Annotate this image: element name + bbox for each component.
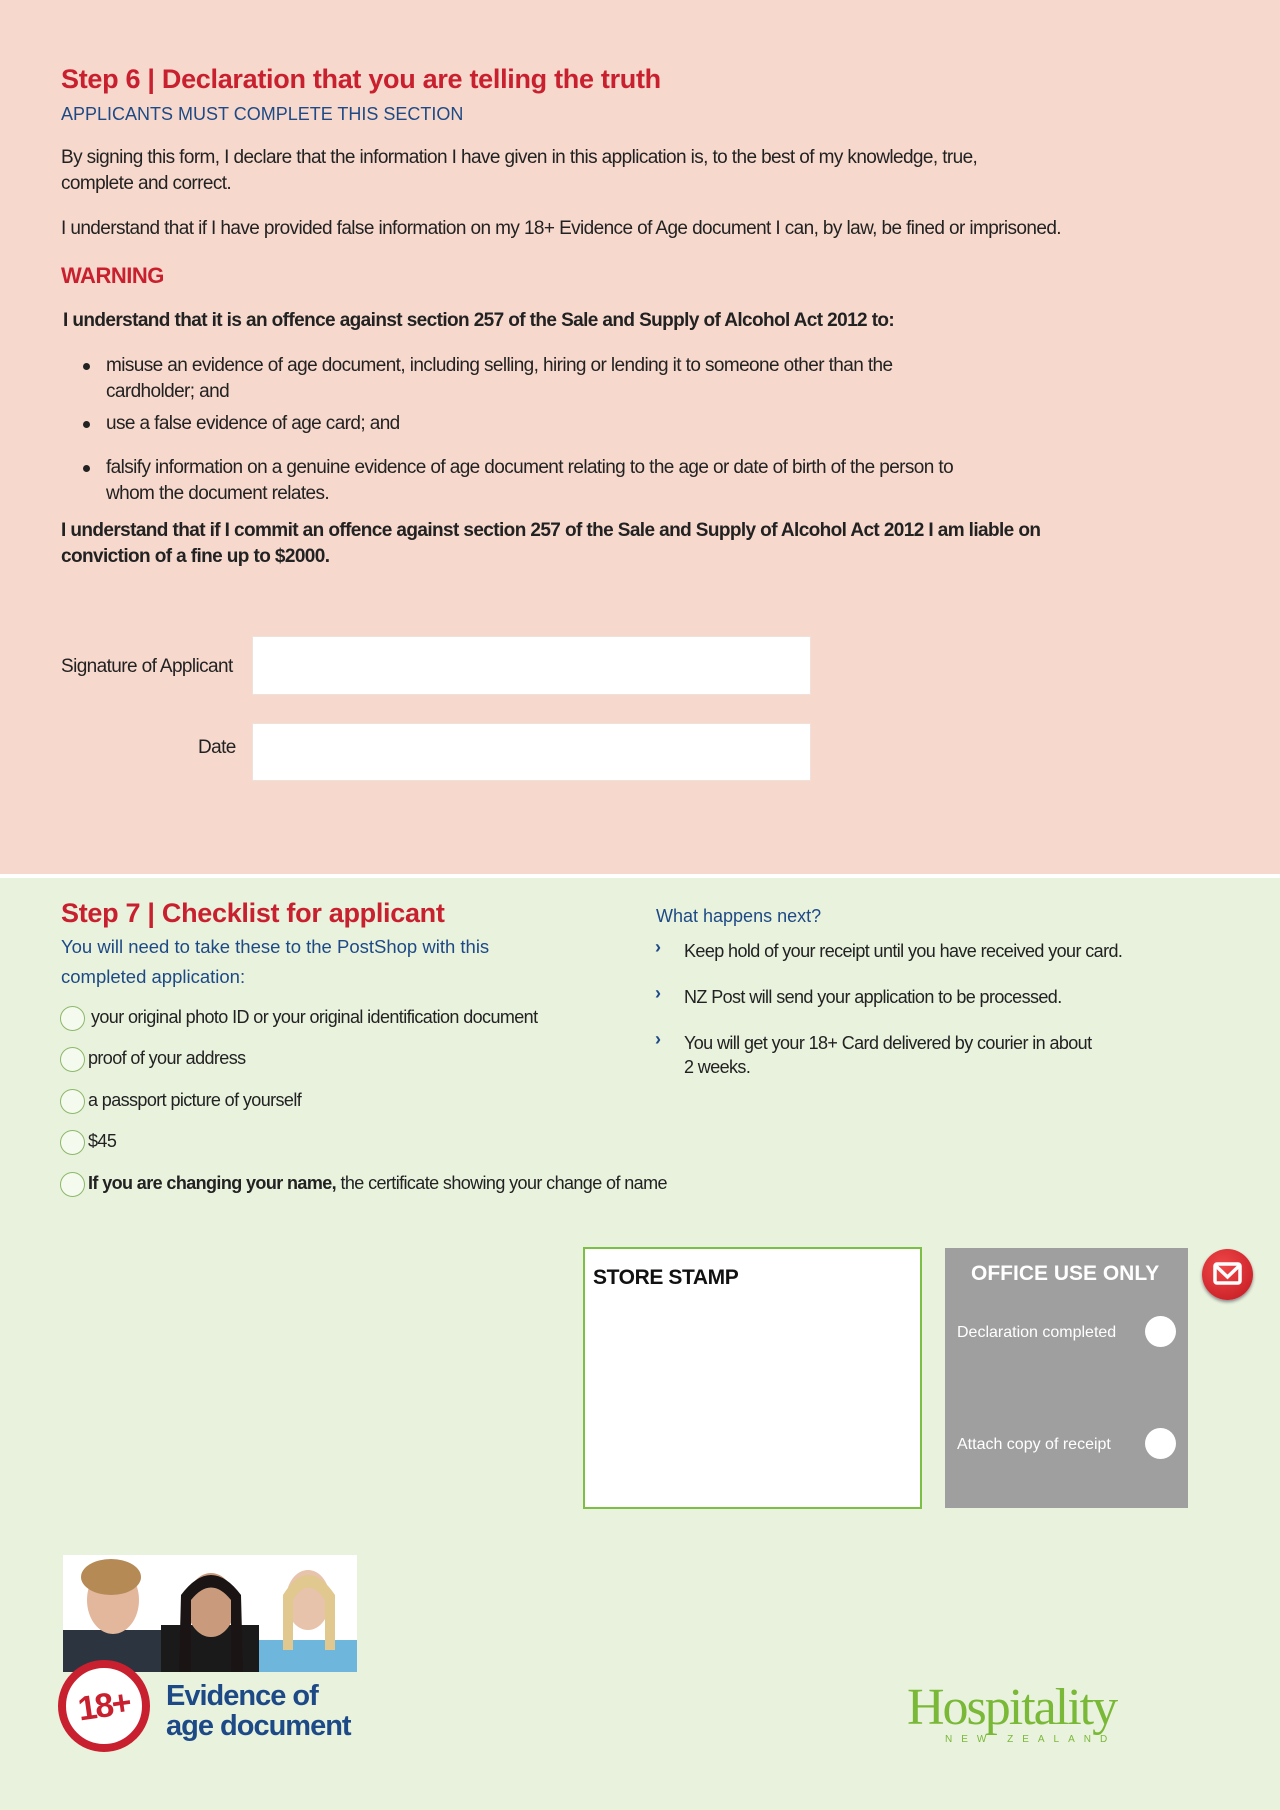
checklist-item-bold: If you are changing your name,: [88, 1173, 337, 1193]
next-item: NZ Post will send your application to be processed.: [684, 987, 1062, 1007]
section-divider: [0, 874, 1280, 878]
step6-subtitle: APPLICANTS MUST COMPLETE THIS SECTION: [61, 104, 464, 124]
age-badge: [58, 1660, 150, 1752]
age-badge-text: 18+: [75, 1683, 133, 1728]
offence-item: cardholder; and: [106, 381, 230, 402]
liability-text: conviction of a fine up to $2000.: [61, 546, 330, 567]
date-label: Date: [198, 737, 236, 758]
nz-post-logo-icon: [1202, 1249, 1253, 1300]
office-checkbox[interactable]: [1145, 1316, 1176, 1347]
next-title: What happens next?: [656, 906, 822, 926]
chevron-right-icon: ›: [655, 937, 661, 957]
next-item: 2 weeks.: [684, 1057, 751, 1077]
office-use-title: OFFICE USE ONLY: [971, 1262, 1160, 1285]
checklist-item: $45: [88, 1131, 117, 1151]
signature-label: Signature of Applicant: [61, 656, 233, 677]
applicant-photos: [63, 1555, 357, 1672]
evidence-title: Evidence of: [166, 1680, 318, 1712]
penalty-text: I understand that if I have provided false information on my 18+ Evidence of Age document I can, by law, be fined or imprisoned.: [61, 218, 1061, 239]
hospitality-logo: Hospitality: [907, 1679, 1117, 1736]
declaration-text: complete and correct.: [61, 173, 232, 194]
office-item-label: Attach copy of receipt: [957, 1436, 1111, 1453]
date-field[interactable]: [252, 723, 811, 781]
store-stamp-box: [583, 1247, 922, 1509]
store-stamp-label: STORE STAMP: [593, 1266, 739, 1289]
checklist-item: your original photo ID or your original identification document: [91, 1007, 538, 1027]
liability-text: I understand that if I commit an offence against section 257 of the Sale and Supply of Alcohol Act 2012 I am liable on: [61, 520, 1041, 541]
checklist-checkbox[interactable]: [60, 1006, 85, 1031]
offence-item: misuse an evidence of age document, including selling, hiring or lending it to someone other than the: [106, 355, 893, 376]
chevron-right-icon: ›: [655, 1029, 661, 1049]
bullet-icon: [83, 465, 90, 472]
hospitality-logo-sub: NEW ZEALAND: [945, 1734, 1117, 1745]
office-item-label: Declaration completed: [957, 1324, 1117, 1341]
step7-subtitle: completed application:: [61, 966, 246, 987]
offence-item: use a false evidence of age card; and: [106, 413, 400, 434]
next-item: Keep hold of your receipt until you have received your card.: [684, 941, 1123, 961]
checklist-item: proof of your address: [88, 1048, 246, 1068]
signature-field[interactable]: [252, 636, 811, 695]
warning-heading: WARNING: [61, 263, 164, 288]
checklist-checkbox[interactable]: [60, 1130, 85, 1155]
bullet-icon: [83, 421, 90, 428]
offence-intro: I understand that it is an offence against section 257 of the Sale and Supply of Alcohol Act 2012 to:: [63, 310, 895, 331]
checklist-checkbox[interactable]: [60, 1047, 85, 1072]
checklist-checkbox[interactable]: [60, 1089, 85, 1114]
next-item: You will get your 18+ Card delivered by courier in about: [684, 1033, 1092, 1053]
office-checkbox[interactable]: [1145, 1428, 1176, 1459]
checklist-item: a passport picture of yourself: [88, 1090, 302, 1110]
step7-subtitle: You will need to take these to the PostShop with this: [61, 936, 490, 957]
checklist-item-text: the certificate showing your change of name: [336, 1173, 667, 1193]
step6-title: Step 6 | Declaration that you are telling the truth: [61, 64, 661, 94]
step7-title: Step 7 | Checklist for applicant: [61, 898, 445, 928]
offence-item: falsify information on a genuine evidence of age document relating to the age or date of birth of the person to: [106, 457, 954, 478]
office-use-box: [945, 1248, 1188, 1508]
checklist-item: [88, 1173, 667, 1194]
evidence-title: age document: [166, 1710, 351, 1742]
checklist-checkbox[interactable]: [60, 1172, 85, 1197]
declaration-text: By signing this form, I declare that the information I have given in this application is, to the best of my knowledge, true,: [61, 147, 978, 168]
offence-item: whom the document relates.: [106, 483, 330, 504]
chevron-right-icon: ›: [655, 983, 661, 1003]
bullet-icon: [83, 363, 90, 370]
